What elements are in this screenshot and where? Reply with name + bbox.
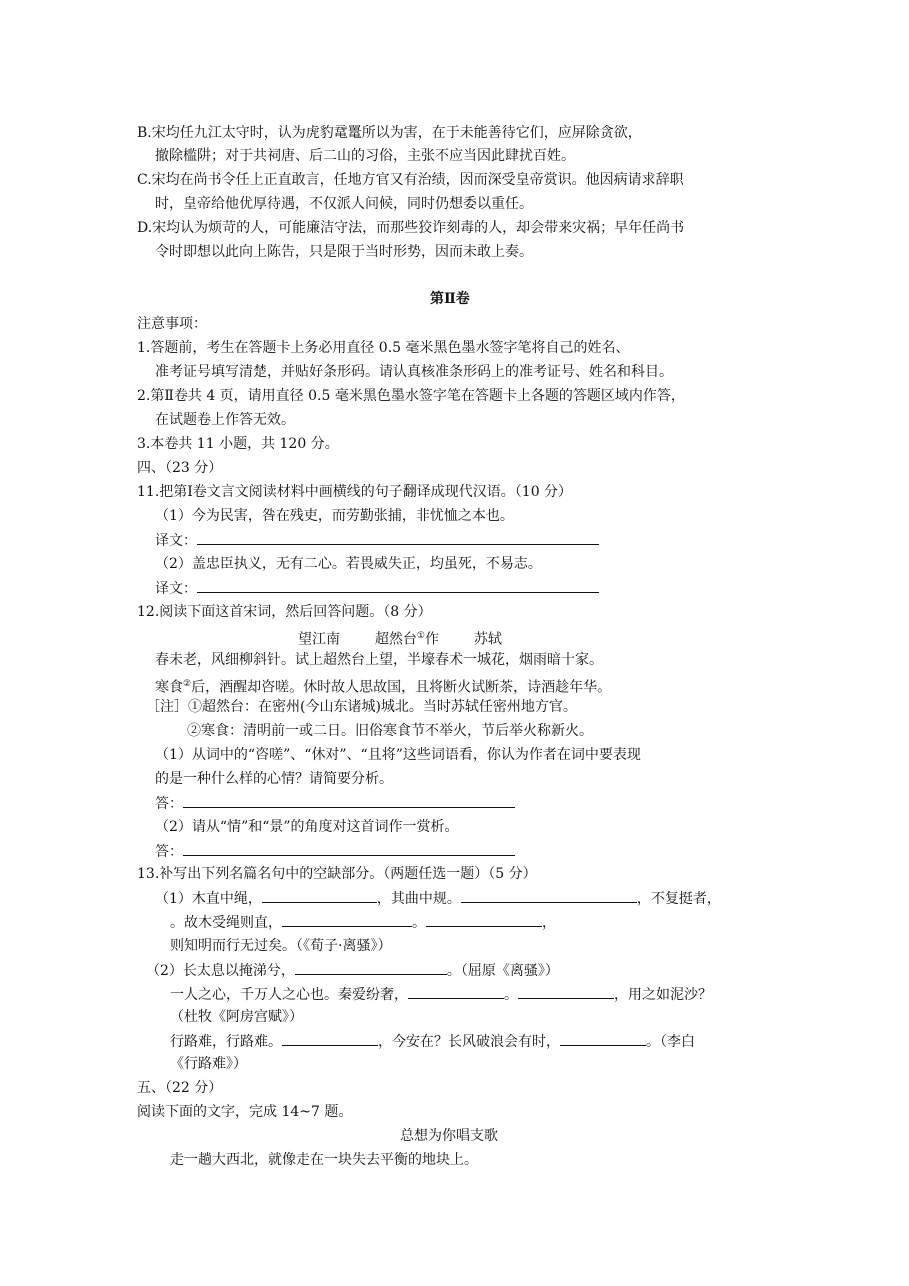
answer-line-1 — [155, 793, 515, 814]
q13-2-text-b: 。（屈原《离骚》） — [446, 963, 559, 979]
notice-3: 3.本卷共 11 小题，共 120 分。 — [137, 436, 339, 452]
question-12-1-line1: （1）从词中的“咨嗟”、“休对”、“且将”这些词语看，你认为作者在词中要表现 — [155, 747, 641, 763]
fill-blank-3[interactable] — [282, 912, 412, 927]
q13-1-text-e: 。 — [412, 915, 426, 931]
article-title: 总想为你唱支歌 — [400, 1128, 498, 1144]
fill-blank-1[interactable] — [262, 888, 377, 903]
section-4-heading: 四、（23 分） — [137, 460, 223, 476]
notice-1-line1: 1.答题前，考生在答题卡上务必用直径 0.5 毫米黑色墨水签字笔将自己的姓名、 — [137, 340, 630, 356]
volume-2-title: 第Ⅱ卷 — [430, 291, 470, 307]
question-11-sentence-1: （1）今为民害，咎在残吏，而劳勤张捕，非忧恤之本也。 — [155, 508, 514, 524]
question-13-1-line3: 则知明而行无过矣。（《荀子·离骚》） — [170, 938, 392, 954]
poem-line-1: 春未老，风细柳斜针。试上超然台上望，半壕春术一城花，烟雨暗十家。 — [155, 652, 603, 668]
article-paragraph-1: 走一趟大西北，就像走在一块失去平衡的地块上。 — [170, 1152, 478, 1168]
question-12-2: （2）请从“情”和“景”的角度对这首词作一赏析。 — [155, 819, 459, 835]
q13-1-text-c: ，不复挺者， — [636, 891, 721, 907]
question-13-2-line2 — [170, 984, 712, 1005]
notice-heading: 注意事项： — [137, 316, 207, 332]
translation-line-1 — [155, 530, 599, 551]
question-11: 11.把第Ⅰ卷文言文阅读材料中画横线的句子翻译成现代汉语。（10 分） — [137, 484, 573, 500]
notice-1-line2: 准考证号填写清楚，并贴好条形码。请认真核准条形码上的准考证号、姓名和科目。 — [155, 364, 673, 380]
option-c-line2: 时，皇帝给他优厚待遇，不仅派人问候，同时仍想委以重任。 — [155, 196, 533, 212]
question-11-sentence-2: （2）盖忠臣执义，无有二心。若畏威失正，均虽死，不易志。 — [155, 556, 542, 572]
notice-2-line2: 在试题卷上作答无效。 — [155, 412, 295, 428]
option-d-line1: D.宋均认为烦苛的人，可能廉洁守法，而那些狡诈刻毒的人，却会带来灾祸；早年任尚书 — [137, 220, 685, 236]
option-b-line1: B.宋均任九江太守时，认为虎豹鼋鼍所以为害，在于未能善待它们，应屏除贪欲， — [137, 125, 642, 141]
poem-author: 苏轼 — [473, 631, 502, 648]
q13-1-text-f: ， — [542, 915, 556, 931]
q13-2-text-h: 。（李白 — [646, 1034, 695, 1050]
q13-2-text-d: 。 — [504, 987, 518, 1003]
fill-blank-9[interactable] — [560, 1031, 646, 1046]
option-d-line2: 令时即想以此向上陈告，只是限于当时形势，因而未敢上奏。 — [155, 244, 533, 260]
fill-blank-6[interactable] — [408, 984, 504, 999]
fill-blank-7[interactable] — [518, 984, 614, 999]
q13-2-text-a: （2）长太息以掩涕兮， — [146, 963, 295, 979]
fill-blank-8[interactable] — [282, 1031, 378, 1046]
question-13: 13.补写出下列名篇名句中的空缺部分。（两题任选一题）（5 分） — [137, 866, 537, 882]
q13-2-text-c: 一人之心，千万人之心也。秦爱纷奢， — [170, 987, 408, 1003]
poem-title: 望江南 — [298, 631, 340, 648]
question-12: 12.阅读下面这首宋词，然后回答问题。（8 分） — [137, 604, 432, 620]
fill-blank-5[interactable] — [295, 960, 447, 975]
fill-blank-2[interactable] — [461, 888, 637, 903]
question-13-1-line2 — [170, 912, 556, 933]
question-13-2-line4 — [170, 1031, 695, 1052]
option-b-line2: 撤除槛阱；对于共祠唐、后二山的习俗，主张不应当因此肆扰百姓。 — [155, 148, 575, 164]
question-13-2-line3: （杜牧《阿房宫赋》） — [170, 1009, 303, 1025]
answer-label: 答： — [155, 796, 183, 812]
answer-blank-1[interactable] — [183, 793, 515, 808]
answer-line-2 — [155, 841, 515, 862]
q13-1-text-d: 。故木受绳则直， — [170, 915, 282, 931]
poem-line-2 — [155, 674, 611, 698]
translation-blank-1[interactable] — [197, 530, 599, 545]
option-c-line1: C.宋均在尚书令任上正直敢言，任地方官又有治绩，因而深受皇帝赏识。他因病请求辞职 — [137, 172, 684, 188]
answer-label: 答： — [155, 844, 183, 860]
poem-heading — [298, 626, 502, 650]
q13-2-text-g: ，今安在？长风破浪会有时， — [378, 1034, 560, 1050]
notice-2-line1: 2.第Ⅱ卷共 4 页，请用直径 0.5 毫米黑色墨水签字笔在答题卡上各题的答题区域内作答， — [137, 388, 685, 404]
poem-line-2-start: 寒食 — [155, 679, 183, 696]
answer-blank-2[interactable] — [183, 841, 515, 856]
note-marker-2: ② — [183, 679, 192, 689]
question-13-1-line1 — [155, 888, 721, 909]
poem-line-2-rest: 后，酒醒却咨嗟。休时故人思故国，且将断火试断茶，诗酒趁年华。 — [191, 679, 612, 696]
reading-instruction: 阅读下面的文字，完成 14~7 题。 — [137, 1104, 353, 1120]
q13-2-text-e: ，用之如泥沙？ — [614, 987, 712, 1003]
poem-subtitle-suffix: 作 — [424, 631, 439, 648]
section-5-heading: 五、（22 分） — [137, 1080, 223, 1096]
translation-label: 译文： — [155, 533, 197, 549]
translation-label: 译文： — [155, 581, 197, 597]
poem-subtitle: 超然台 — [374, 631, 417, 648]
question-13-2-line1 — [146, 960, 559, 981]
translation-line-2 — [155, 578, 599, 599]
poem-note-1: ［注］①超然台：在密州(今山东诸城)城北。当时苏轼任密州地方官。 — [146, 699, 577, 715]
q13-2-text-f: 行路难，行路难。 — [170, 1034, 282, 1050]
note-marker-1: ① — [416, 631, 425, 641]
q13-1-text-a: （1）木直中绳， — [155, 891, 262, 907]
poem-note-2: ②寒食：清明前一或二日。旧俗寒食节不举火，节后举火称新火。 — [187, 723, 593, 739]
translation-blank-2[interactable] — [197, 578, 599, 593]
fill-blank-4[interactable] — [426, 912, 542, 927]
question-12-1-line2: 的是一种什么样的心情？请简要分析。 — [155, 771, 393, 787]
question-13-2-line5: 《行路难》） — [170, 1056, 247, 1072]
q13-1-text-b: ，其曲中规。 — [376, 891, 461, 907]
